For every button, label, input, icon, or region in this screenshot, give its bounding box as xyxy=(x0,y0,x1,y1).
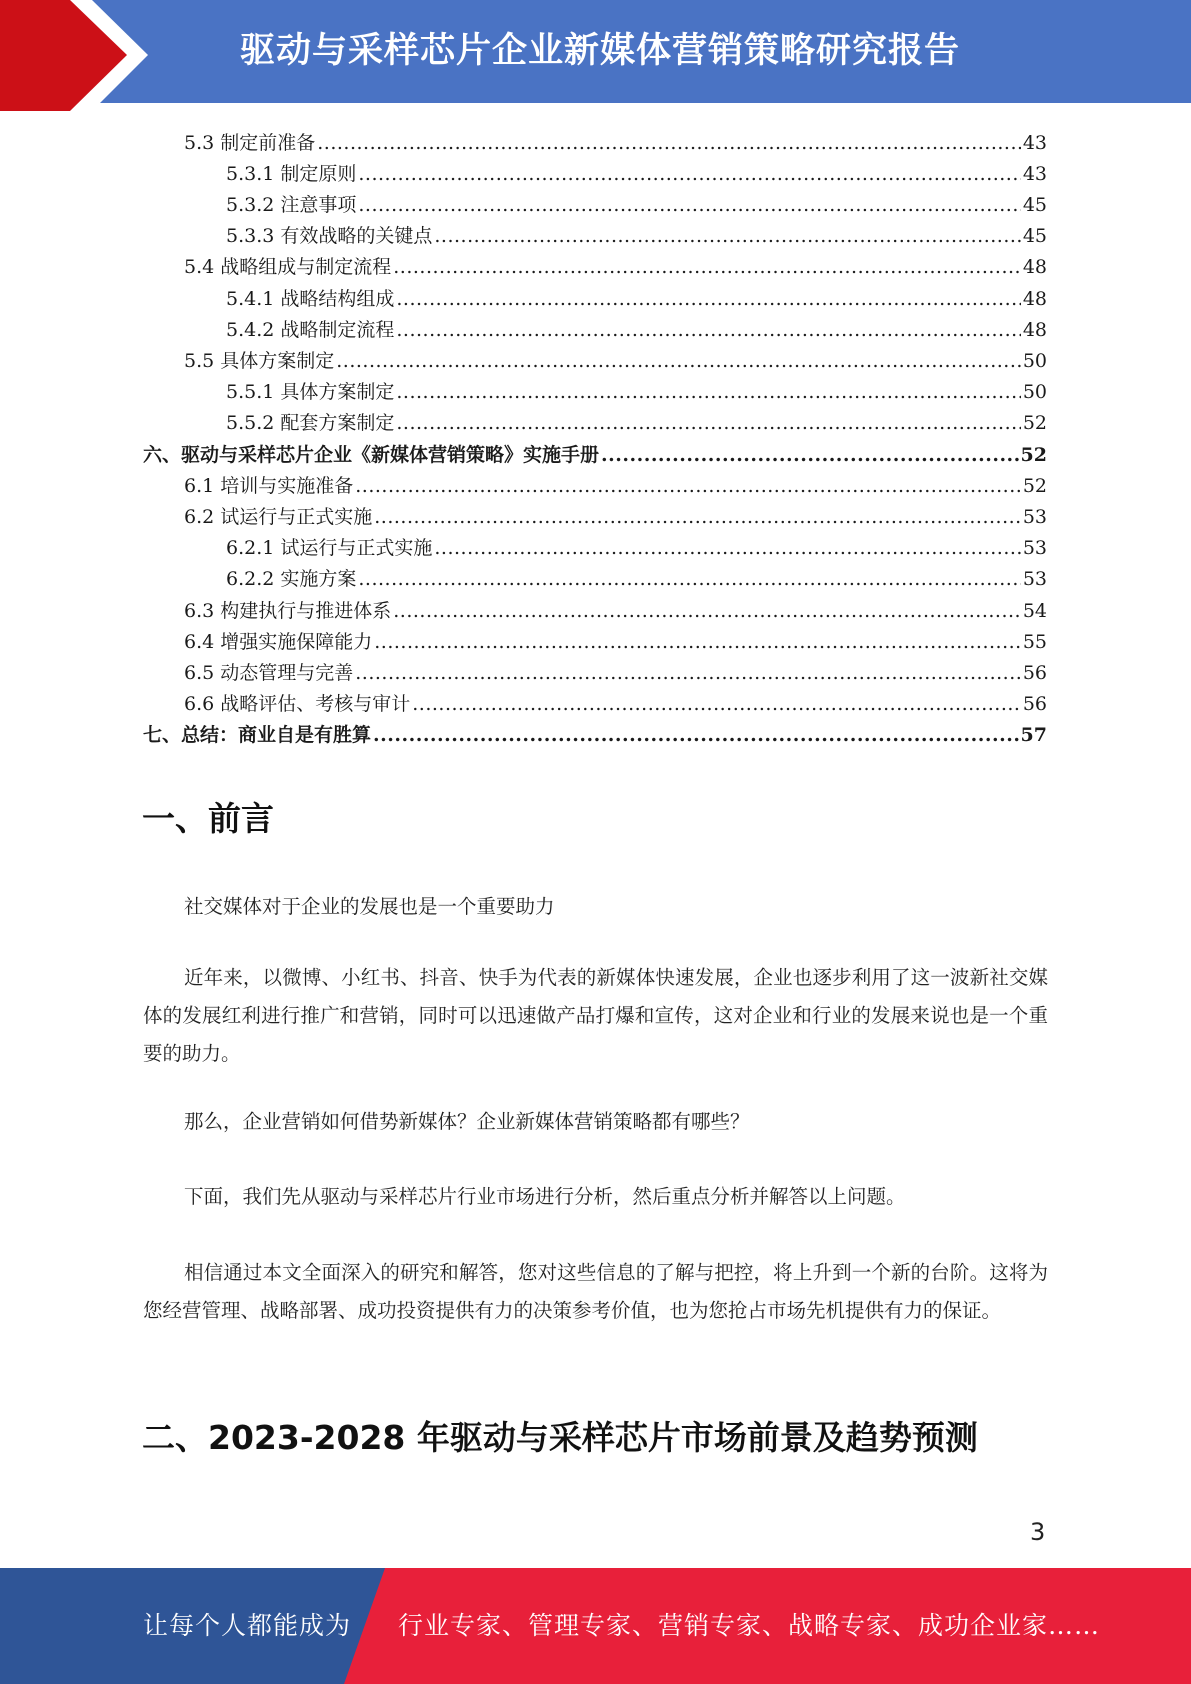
toc-page-number: 45 xyxy=(1022,194,1047,216)
toc-entry[interactable] xyxy=(184,689,1047,720)
toc-entry[interactable] xyxy=(184,502,1047,533)
toc-entry[interactable] xyxy=(226,159,1047,190)
toc-label: 5.3 制定前准备 xyxy=(184,132,316,154)
toc-leader-dots xyxy=(412,689,1021,720)
section-heading-preface: 一、前言 xyxy=(142,799,274,838)
toc-leader-dots xyxy=(336,346,1021,377)
toc-page-number: 50 xyxy=(1022,350,1047,372)
toc-label: 5.5.2 配套方案制定 xyxy=(226,412,395,434)
toc-entry[interactable] xyxy=(184,346,1047,377)
toc-page-number: 55 xyxy=(1022,631,1047,653)
toc-label: 6.2.2 实施方案 xyxy=(226,568,357,590)
toc-page-number: 52 xyxy=(1020,444,1047,466)
toc-leader-dots xyxy=(373,720,1019,751)
toc-leader-dots xyxy=(396,377,1020,408)
body-paragraph: 近年来，以微博、小红书、抖音、快手为代表的新媒体快速发展，企业也逐步利用了这一波新社交媒体的发展红利进行推广和营销，同时可以迅速做产品打爆和宣传，这对企业和行业的发展来说也是一个重要的助力。 xyxy=(143,966,1048,1065)
toc-page-number: 48 xyxy=(1022,288,1047,310)
toc-entry[interactable] xyxy=(226,190,1047,221)
toc-page-number: 43 xyxy=(1022,163,1047,185)
toc-label: 5.4.1 战略结构组成 xyxy=(226,288,395,310)
toc-page-number: 48 xyxy=(1022,256,1047,278)
toc-page-number: 52 xyxy=(1022,475,1047,497)
toc-leader-dots xyxy=(393,596,1021,627)
toc-label: 6.4 增强实施保障能力 xyxy=(184,631,373,653)
toc-page-number: 52 xyxy=(1022,412,1047,434)
toc-label: 6.2 试运行与正式实施 xyxy=(184,506,373,528)
toc-entry[interactable] xyxy=(226,564,1047,595)
toc-page-number: 53 xyxy=(1022,537,1047,559)
toc-label: 6.3 构建执行与推进体系 xyxy=(184,600,392,622)
toc-leader-dots xyxy=(396,408,1020,439)
toc-label: 七、总结：商业自是有胜算 xyxy=(143,724,372,746)
toc-page-number: 50 xyxy=(1022,381,1047,403)
toc-entry-chapter[interactable] xyxy=(143,720,1047,751)
toc-entry[interactable] xyxy=(184,596,1047,627)
toc-entry[interactable] xyxy=(226,408,1047,439)
toc-leader-dots xyxy=(358,564,1020,595)
toc-leader-dots xyxy=(393,252,1021,283)
toc-leader-dots xyxy=(374,627,1021,658)
toc-page-number: 48 xyxy=(1022,319,1047,341)
toc-leader-dots xyxy=(434,221,1020,252)
toc-entry[interactable] xyxy=(184,128,1047,159)
toc-page-number: 53 xyxy=(1022,506,1047,528)
toc-leader-dots xyxy=(355,658,1021,689)
footer-slogan-left: 让每个人都能成为 xyxy=(143,1611,352,1640)
toc-label: 5.3.1 制定原则 xyxy=(226,163,357,185)
toc-label: 6.2.1 试运行与正式实施 xyxy=(226,537,433,559)
toc-leader-dots xyxy=(396,284,1020,315)
toc-entry[interactable] xyxy=(226,533,1047,564)
toc-label: 6.6 战略评估、考核与审计 xyxy=(184,693,411,715)
toc-leader-dots xyxy=(358,159,1020,190)
toc-page-number: 54 xyxy=(1022,600,1047,622)
toc-leader-dots xyxy=(358,190,1020,221)
toc-entry[interactable] xyxy=(226,377,1047,408)
toc-page-number: 57 xyxy=(1020,724,1047,746)
body-paragraph: 社交媒体对于企业的发展也是一个重要助力 xyxy=(184,895,555,918)
toc-entry[interactable] xyxy=(226,221,1047,252)
toc-label: 5.4 战略组成与制定流程 xyxy=(184,256,392,278)
toc-entry[interactable] xyxy=(226,284,1047,315)
toc-label: 6.1 培训与实施准备 xyxy=(184,475,354,497)
toc-label: 5.5 具体方案制定 xyxy=(184,350,335,372)
toc-page-number: 56 xyxy=(1022,662,1047,684)
toc-page-number: 53 xyxy=(1022,568,1047,590)
report-title: 驱动与采样芯片企业新媒体营销策略研究报告 xyxy=(240,31,961,71)
section-heading-market-outlook: 二、2023-2028 年驱动与采样芯片市场前景及趋势预测 xyxy=(142,1418,978,1457)
body-paragraph: 相信通过本文全面深入的研究和解答，您对这些信息的了解与把控，将上升到一个新的台阶。这将为您经营管理、战略部署、成功投资提供有力的决策参考价值，也为您抢占市场先机提供有力的保证。 xyxy=(143,1261,1048,1322)
toc-entry[interactable] xyxy=(184,627,1047,658)
toc-leader-dots xyxy=(317,128,1021,159)
toc-leader-dots xyxy=(355,471,1021,502)
toc-label: 5.5.1 具体方案制定 xyxy=(226,381,395,403)
toc-label: 5.3.3 有效战略的关键点 xyxy=(226,225,433,247)
toc-entry[interactable] xyxy=(184,471,1047,502)
toc-label: 5.3.2 注意事项 xyxy=(226,194,357,216)
toc-leader-dots xyxy=(396,315,1020,346)
toc-label: 六、驱动与采样芯片企业《新媒体营销策略》实施手册 xyxy=(143,444,600,466)
toc-entry[interactable] xyxy=(226,315,1047,346)
toc-page-number: 43 xyxy=(1022,132,1047,154)
toc-label: 5.4.2 战略制定流程 xyxy=(226,319,395,341)
toc-leader-dots xyxy=(434,533,1020,564)
page-number: 3 xyxy=(1030,1518,1046,1546)
toc-page-number: 45 xyxy=(1022,225,1047,247)
toc-entry-chapter[interactable] xyxy=(143,440,1047,471)
body-paragraph: 下面，我们先从驱动与采样芯片行业市场进行分析，然后重点分析并解答以上问题。 xyxy=(184,1185,906,1208)
toc-page-number: 56 xyxy=(1022,693,1047,715)
page-footer xyxy=(0,1568,1191,1684)
page-header xyxy=(0,0,1191,111)
toc-leader-dots xyxy=(374,502,1021,533)
body-paragraph: 那么，企业营销如何借势新媒体？企业新媒体营销策略都有哪些？ xyxy=(184,1110,750,1133)
toc-entry[interactable] xyxy=(184,252,1047,283)
toc-label: 6.5 动态管理与完善 xyxy=(184,662,354,684)
toc-entry[interactable] xyxy=(184,658,1047,689)
toc-leader-dots xyxy=(601,440,1019,471)
footer-slogan-right: 行业专家、管理专家、营销专家、战略专家、成功企业家…… xyxy=(398,1611,1101,1640)
